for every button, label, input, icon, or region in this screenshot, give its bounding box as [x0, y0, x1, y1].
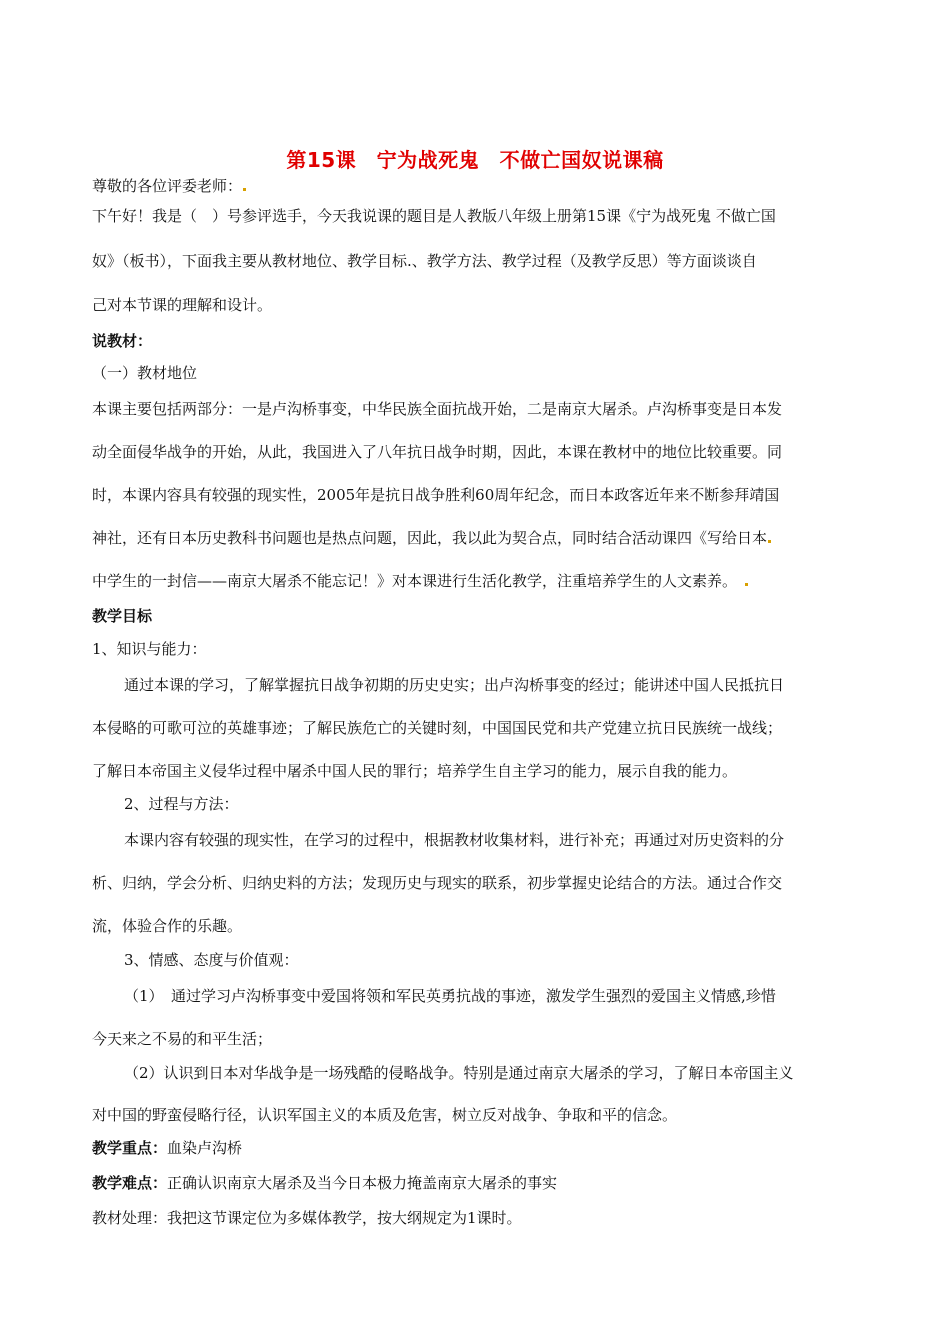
intro-line: 奴》（板书），下面我主要从教材地位、教学目标.、教学方法、教学过程（及教学反思）等方面谈谈自: [92, 252, 757, 270]
paragraph-line: 神社，还有日本历史教科书问题也是热点问题，因此，我以此为契合点，同时结合活动课四《写给日本: [92, 527, 870, 549]
section-heading-goals: 教学目标: [92, 607, 153, 625]
paragraph-line: 时，本课内容具有较强的现实性，2005年是抗日战争胜利60周年纪念，而日本政客近年来不断参拜靖国: [92, 486, 780, 504]
page-title: 第15课 宁为战死鬼 不做亡国奴说课稿: [286, 148, 664, 172]
mark-dot: [768, 540, 771, 543]
subsection-heading: （一）教材地位: [92, 364, 198, 382]
list-item-line: （2）认识到日本对华战争是一场残酷的侵略战争。特别是通过南京大屠杀的学习，了解日本帝国主义: [124, 1064, 794, 1082]
paragraph-line: 流，体验合作的乐趣。: [92, 917, 243, 935]
paragraph-line: 动全面侵华战争的开始，从此，我国进入了八年抗日战争时期，因此，本课在教材中的地位比较重要。同: [92, 443, 783, 461]
list-item-line: 对中国的野蛮侵略行径，认识军国主义的本质及危害，树立反对战争、争取和平的信念。: [92, 1106, 678, 1124]
mark-dot: [745, 583, 748, 586]
material-handling-line: 教材处理：我把这节课定位为多媒体教学，按大纲规定为1课时。: [92, 1209, 522, 1227]
goal-heading: 3、情感、态度与价值观：: [124, 951, 299, 969]
difficulty-label: 教学难点：: [92, 1174, 168, 1192]
difficulty-line: [92, 1172, 870, 1194]
list-item-line: 今天来之不易的和平生活；: [92, 1030, 273, 1048]
key-point-text: 血染卢沟桥: [167, 1139, 243, 1157]
mark-dot: [243, 188, 246, 191]
key-point-line: [92, 1137, 870, 1159]
section-heading-textbook: 说教材：: [92, 332, 153, 350]
paragraph-line: 了解日本帝国主义侵华过程中屠杀中国人民的罪行；培养学生自主学习的能力，展示自我的能力。: [92, 762, 738, 780]
greeting-line: 尊敬的各位评委老师：: [92, 175, 870, 197]
list-item-line: （1） 通过学习卢沟桥事变中爱国将领和军民英勇抗战的事迹，激发学生强烈的爱国主义情感,珍惜: [124, 987, 776, 1005]
intro-line: 己对本节课的理解和设计。: [92, 296, 273, 314]
paragraph-line: 中学生的一封信——南京大屠杀不能忘记！》对本课进行生活化教学，注重培养学生的人文素养。: [92, 570, 870, 592]
paragraph-line: 析、归纳，学会分析、归纳史料的方法；发现历史与现实的联系，初步掌握史论结合的方法。通过合作交: [92, 874, 783, 892]
paragraph-line: 本侵略的可歌可泣的英雄事迹；了解民族危亡的关键时刻，中国国民党和共产党建立抗日民族统一战线；: [92, 719, 783, 737]
goal-heading: 2、过程与方法：: [124, 795, 239, 813]
paragraph-line: 本课主要包括两部分：一是卢沟桥事变，中华民族全面抗战开始，二是南京大屠杀。卢沟桥事变是日本发: [92, 400, 783, 418]
difficulty-text: 正确认识南京大屠杀及当今日本极力掩盖南京大屠杀的事实: [167, 1174, 558, 1192]
intro-line: 下午好！我是（ ）号参评选手，今天我说课的题目是人教版八年级上册第15课《宁为战死鬼 不做亡国: [92, 207, 776, 225]
paragraph-line: 通过本课的学习，了解掌握抗日战争初期的历史史实；出卢沟桥事变的经过；能讲述中国人民抵抗日: [124, 676, 785, 694]
goal-heading: 1、知识与能力：: [92, 640, 207, 658]
key-point-label: 教学重点：: [92, 1139, 168, 1157]
paragraph-line: 本课内容有较强的现实性，在学习的过程中，根据教材收集材料，进行补充；再通过对历史资料的分: [124, 831, 785, 849]
